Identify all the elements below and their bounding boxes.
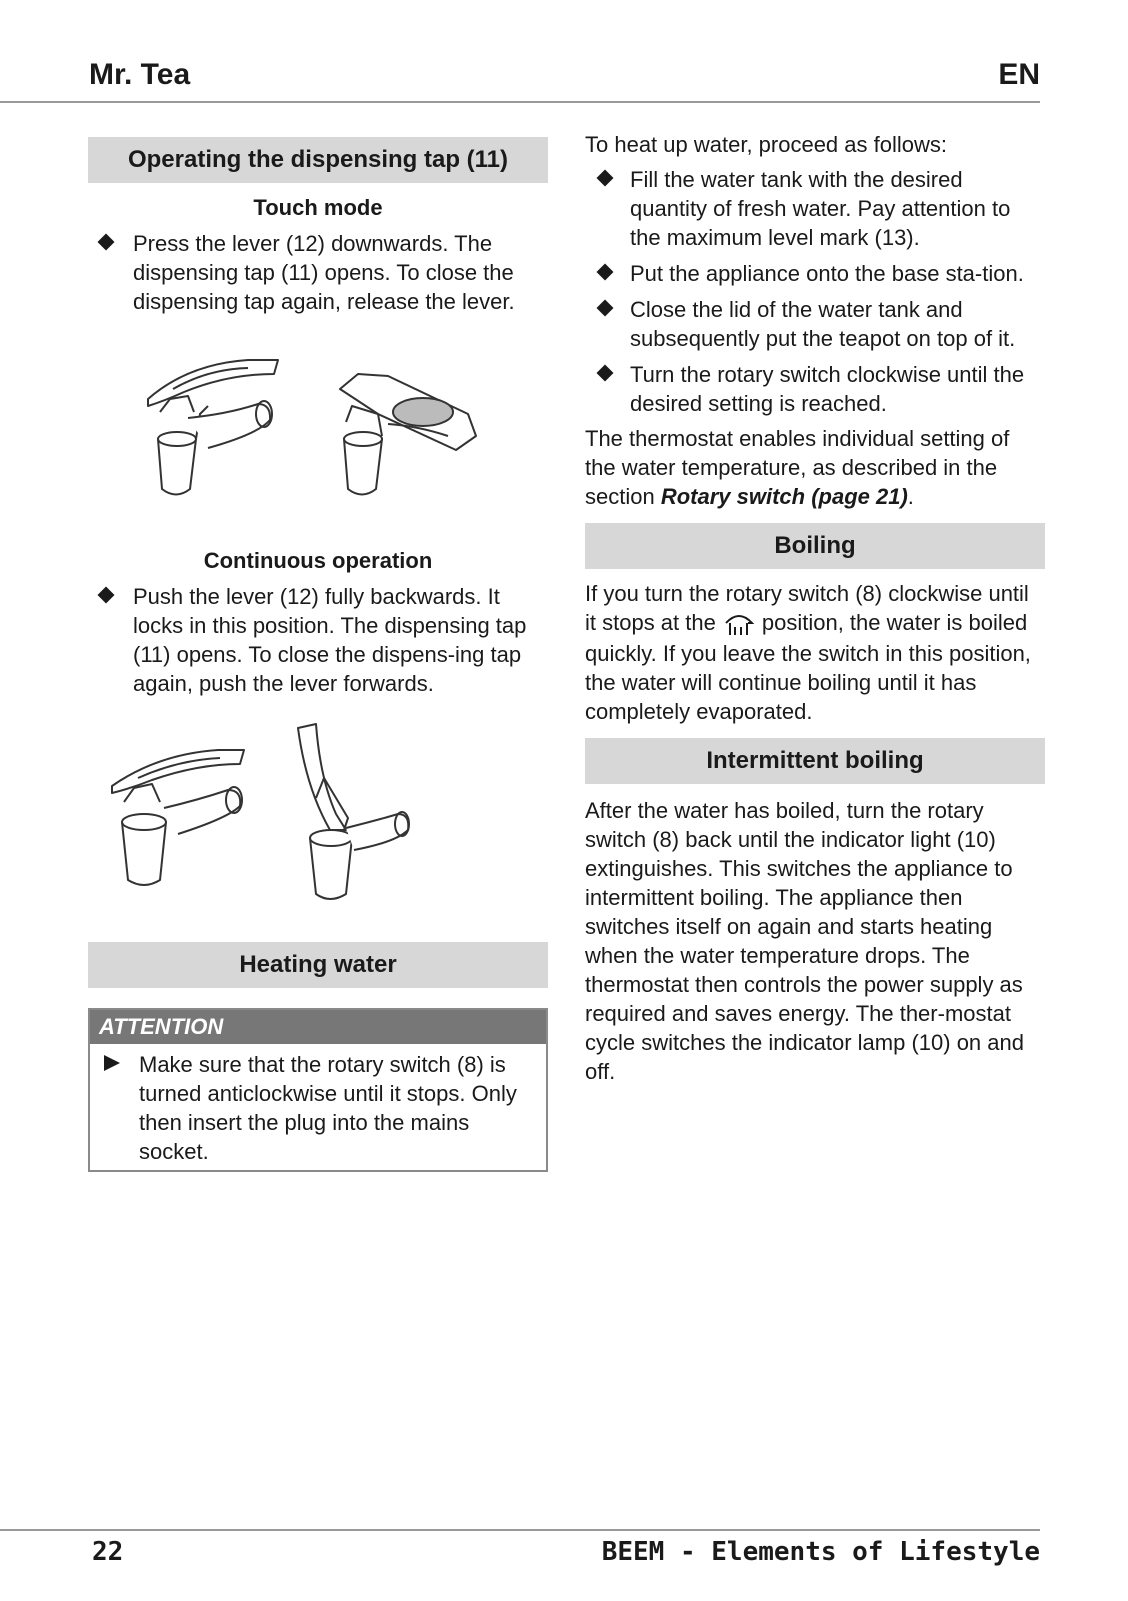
- list-item: Put the appliance onto the base sta-tion.: [585, 259, 1045, 288]
- diamond-bullet-icon: [98, 234, 115, 251]
- list-item: Push the lever (12) fully backwards. It locks in this position. The dispensing tap (11) opens. To close the dispens-ing tap again, push the lever forwards.: [88, 582, 548, 698]
- brand-tagline: BEEM - Elements of Lifestyle: [601, 1537, 1040, 1567]
- subheading-touch-mode: Touch mode: [253, 195, 383, 220]
- boil-symbol-icon: [722, 609, 756, 639]
- tap-touch-mode-illustration: [88, 344, 548, 514]
- attention-heading: ATTENTION: [90, 1010, 546, 1044]
- page-header: [0, 0, 1128, 104]
- boiling-paragraph: If you turn the rotary switch (8) clockwise until it stops at the position, the water is boiled quickly. If you leave the switch in this position, the water will continue boiling until it has completely evaporated.: [585, 581, 1031, 725]
- touch-mode-list: [88, 229, 548, 316]
- list-item: Press the lever (12) downwards. The dispensing tap (11) opens. To close the dispensing tap again, release the lever.: [88, 229, 548, 316]
- section-title-dispensing-tap: Operating the dispensing tap (11): [88, 137, 548, 183]
- diamond-bullet-icon: [98, 587, 115, 604]
- heating-intro: To heat up water, proceed as follows:: [585, 132, 947, 157]
- left-column: [88, 137, 548, 1172]
- tap-continuous-mode-illustration: [88, 718, 548, 918]
- list-item: Close the lid of the water tank and subsequently put the teapot on top of it.: [585, 295, 1045, 353]
- section-title-heating-water: Heating water: [88, 942, 548, 988]
- page-number: 22: [92, 1537, 124, 1567]
- section-title-boiling: Boiling: [585, 523, 1045, 569]
- diamond-bullet-icon: [597, 365, 614, 382]
- right-column: [585, 130, 1045, 1086]
- list-item: Turn the rotary switch clockwise until the desired setting is reached.: [585, 360, 1045, 418]
- arrow-bullet-icon: [104, 1055, 120, 1071]
- footer-divider: [0, 1529, 1040, 1531]
- language-code: EN: [998, 58, 1040, 91]
- intermittent-paragraph: After the water has boiled, turn the rotary switch (8) back until the indicator light (10) extinguishes. This switches the appliance to intermittent boiling. The appliance then switches itself on again and starts heating when the water temperature drops. The thermostat then controls the power supply as required and saves energy. The ther-mostat cycle switches the indicator lamp (10) on and off.: [585, 798, 1024, 1085]
- continuous-operation-list: [88, 582, 548, 698]
- list-item: Fill the water tank with the desired quantity of fresh water. Pay attention to the maximum level mark (13).: [585, 165, 1045, 252]
- section-title-intermittent-boiling: Intermittent boiling: [585, 738, 1045, 784]
- diamond-bullet-icon: [597, 264, 614, 281]
- diamond-bullet-icon: [597, 170, 614, 187]
- cross-reference-link: Rotary switch (page 21): [660, 484, 908, 509]
- attention-body: Make sure that the rotary switch (8) is turned anticlockwise until it stops. Only then insert the plug into the mains socket.: [90, 1044, 546, 1170]
- heating-steps-list: [585, 165, 1045, 418]
- thermostat-paragraph: The thermostat enables individual setting of the water temperature, as described in the section Rotary switch (page 21).: [585, 426, 1010, 509]
- header-divider: [0, 101, 1040, 103]
- attention-box: [88, 1008, 548, 1172]
- subheading-continuous-operation: Continuous operation: [203, 548, 433, 573]
- diamond-bullet-icon: [597, 300, 614, 317]
- manual-title: Mr. Tea: [89, 58, 191, 91]
